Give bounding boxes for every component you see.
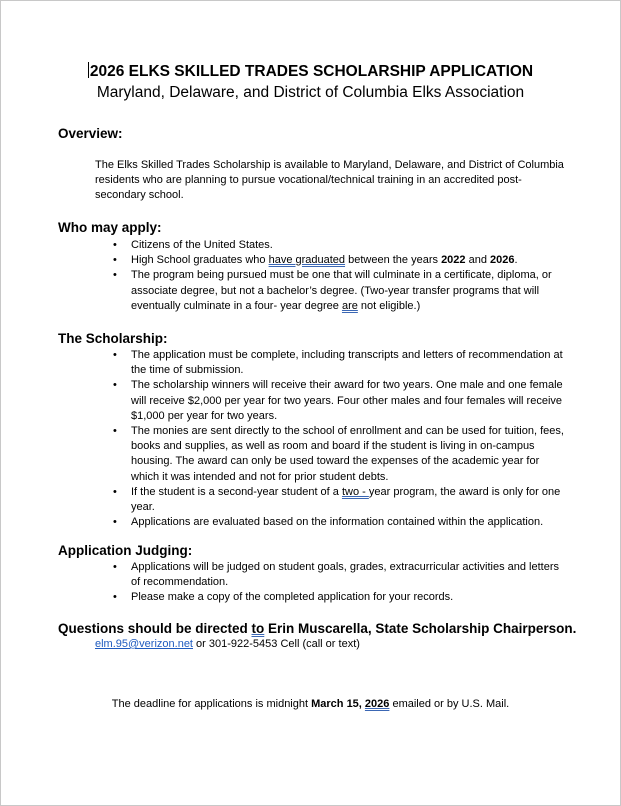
document-subtitle: Maryland, Delaware, and District of Columbia Elks Association xyxy=(96,84,525,101)
deadline-line: The deadline for applications is midnight March 15, 2026 emailed or by U.S. Mail. xyxy=(111,698,510,710)
list-item: • The program being pursued must be one that will culminate in a certificate, diploma, or associate degree, but not a bachelor’s degree. (Two-year transfer programs that will eventually culminate in a four- year degree are not eligible.) xyxy=(113,268,568,314)
overview-text: The Elks Skilled Trades Scholarship is available to Maryland, Delaware, and District of Columbia residents who are planning to pursue vocational/technical training in an accredited post-secondary school. xyxy=(95,159,564,201)
contact-line: elm.95@verizon.net or 301-922-5453 Cell (call or text) xyxy=(95,638,360,650)
who-may-apply-heading: Who may apply: xyxy=(58,220,162,235)
list-item: • High School graduates who have graduated between the years 2022 and 2026. xyxy=(113,253,568,268)
scholarship-heading: The Scholarship: xyxy=(58,331,168,346)
list-item: • The monies are sent directly to the school of enrollment and can be used for tuition, fees, books and supplies, as well as room and board if the student is living in on-campus housing. The award can only be used toward the expenses of the academic year for which it was intended and not for prior student debts. xyxy=(113,424,568,485)
document-title: 2026 ELKS SKILLED TRADES SCHOLARSHIP APPLICATION xyxy=(89,63,534,80)
questions-line: Questions should be directed to Erin Muscarella, State Scholarship Chairperson. xyxy=(58,621,577,636)
list-item: • The application must be complete, including transcripts and letters of recommendation at the time of submission. xyxy=(113,348,568,378)
text-cursor xyxy=(88,62,89,78)
list-item: • The scholarship winners will receive their award for two years. One male and one female will receive $2,000 per year for two years. Four other males and four females will receive $1,000 per year for two years. xyxy=(113,378,568,424)
list-item: • Applications will be judged on student goals, grades, extracurricular activities and letters of recommendation. xyxy=(113,560,568,590)
list-item: • If the student is a second-year student of a two - year program, the award is only for one year. xyxy=(113,485,568,515)
email-link[interactable]: elm.95@verizon.net xyxy=(95,638,193,650)
list-item: • Please make a copy of the completed application for your records. xyxy=(113,590,568,605)
scholarship-list xyxy=(113,348,568,530)
who-may-apply-list xyxy=(113,238,568,314)
overview-heading: Overview: xyxy=(58,126,123,141)
judging-list xyxy=(113,560,568,606)
judging-heading: Application Judging: xyxy=(58,543,193,558)
list-item: • Applications are evaluated based on the information contained within the application. xyxy=(113,515,568,530)
list-item: • Citizens of the United States. xyxy=(113,238,568,253)
